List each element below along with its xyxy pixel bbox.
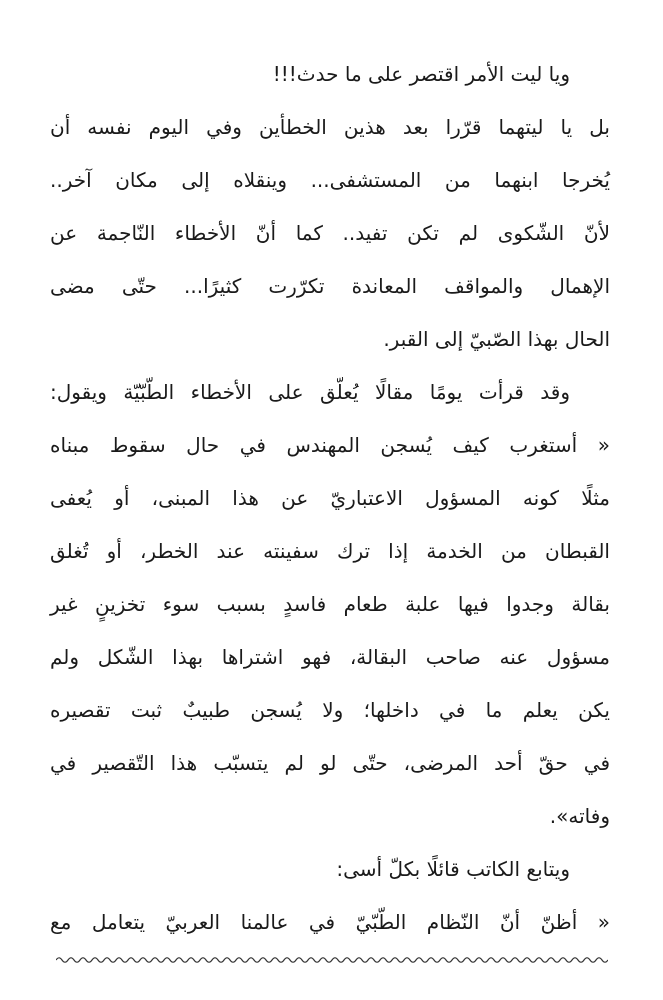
quote-line: « أستغرب كيف يُسجن المهندس في حال سقوط مبناه [50, 433, 610, 457]
text-line: الحال بهذا الصّبيّ إلى القبر. [383, 327, 610, 351]
quote-line: « أظنّ أنّ النّظام الطّبّيّ في عالمنا العربيّ يتعامل مع [50, 910, 610, 934]
wavy-divider [56, 954, 608, 966]
text-line: ويا ليت الأمر اقتصر على ما حدث!!! [272, 62, 570, 86]
text-line: ويتابع الكاتب قائلًا بكلّ أسى: [336, 857, 570, 881]
text-line: يُخرجا ابنهما من المستشفى... وينقلاه إلى مكان آخر.. [50, 168, 610, 192]
page-body [50, 48, 610, 949]
quote-line: مثلًا كونه المسؤول الاعتباريّ عن هذا المبنى، أو يُعفى [50, 486, 610, 510]
quote-line: وفاته». [549, 804, 610, 828]
quote-line: يكن يعلم ما في داخلها؛ ولا يُسجن طبيبٌ ثبت تقصيره [50, 698, 610, 722]
text-line: لأنّ الشّكوى لم تكن تفيد.. كما أنّ الأخطاء النّاجمة عن [50, 221, 610, 245]
quote-line: القبطان من الخدمة إذا ترك سفينته عند الخطر، أو تُغلق [50, 539, 610, 563]
text-line: وقد قرأت يومًا مقالًا يُعلّق على الأخطاء الطّبّيّة ويقول: [50, 380, 570, 404]
text-line: الإهمال والمواقف المعاندة تكرّرت كثيرًا... حتّى مضى [50, 274, 610, 298]
quote-line: في حقّ أحد المرضى، حتّى لو لم يتسبّب هذا التّقصير في [50, 751, 610, 775]
quote-line: بقالة وجدوا فيها علبة طعام فاسدٍ بسبب سوء تخزينٍ غير [50, 592, 610, 616]
text-line: بل يا ليتهما قرّرا بعد هذين الخطأين وفي اليوم نفسه أن [50, 115, 610, 139]
quote-line: مسؤول عنه صاحب البقالة، فهو اشتراها بهذا الشّكل ولم [50, 645, 610, 669]
